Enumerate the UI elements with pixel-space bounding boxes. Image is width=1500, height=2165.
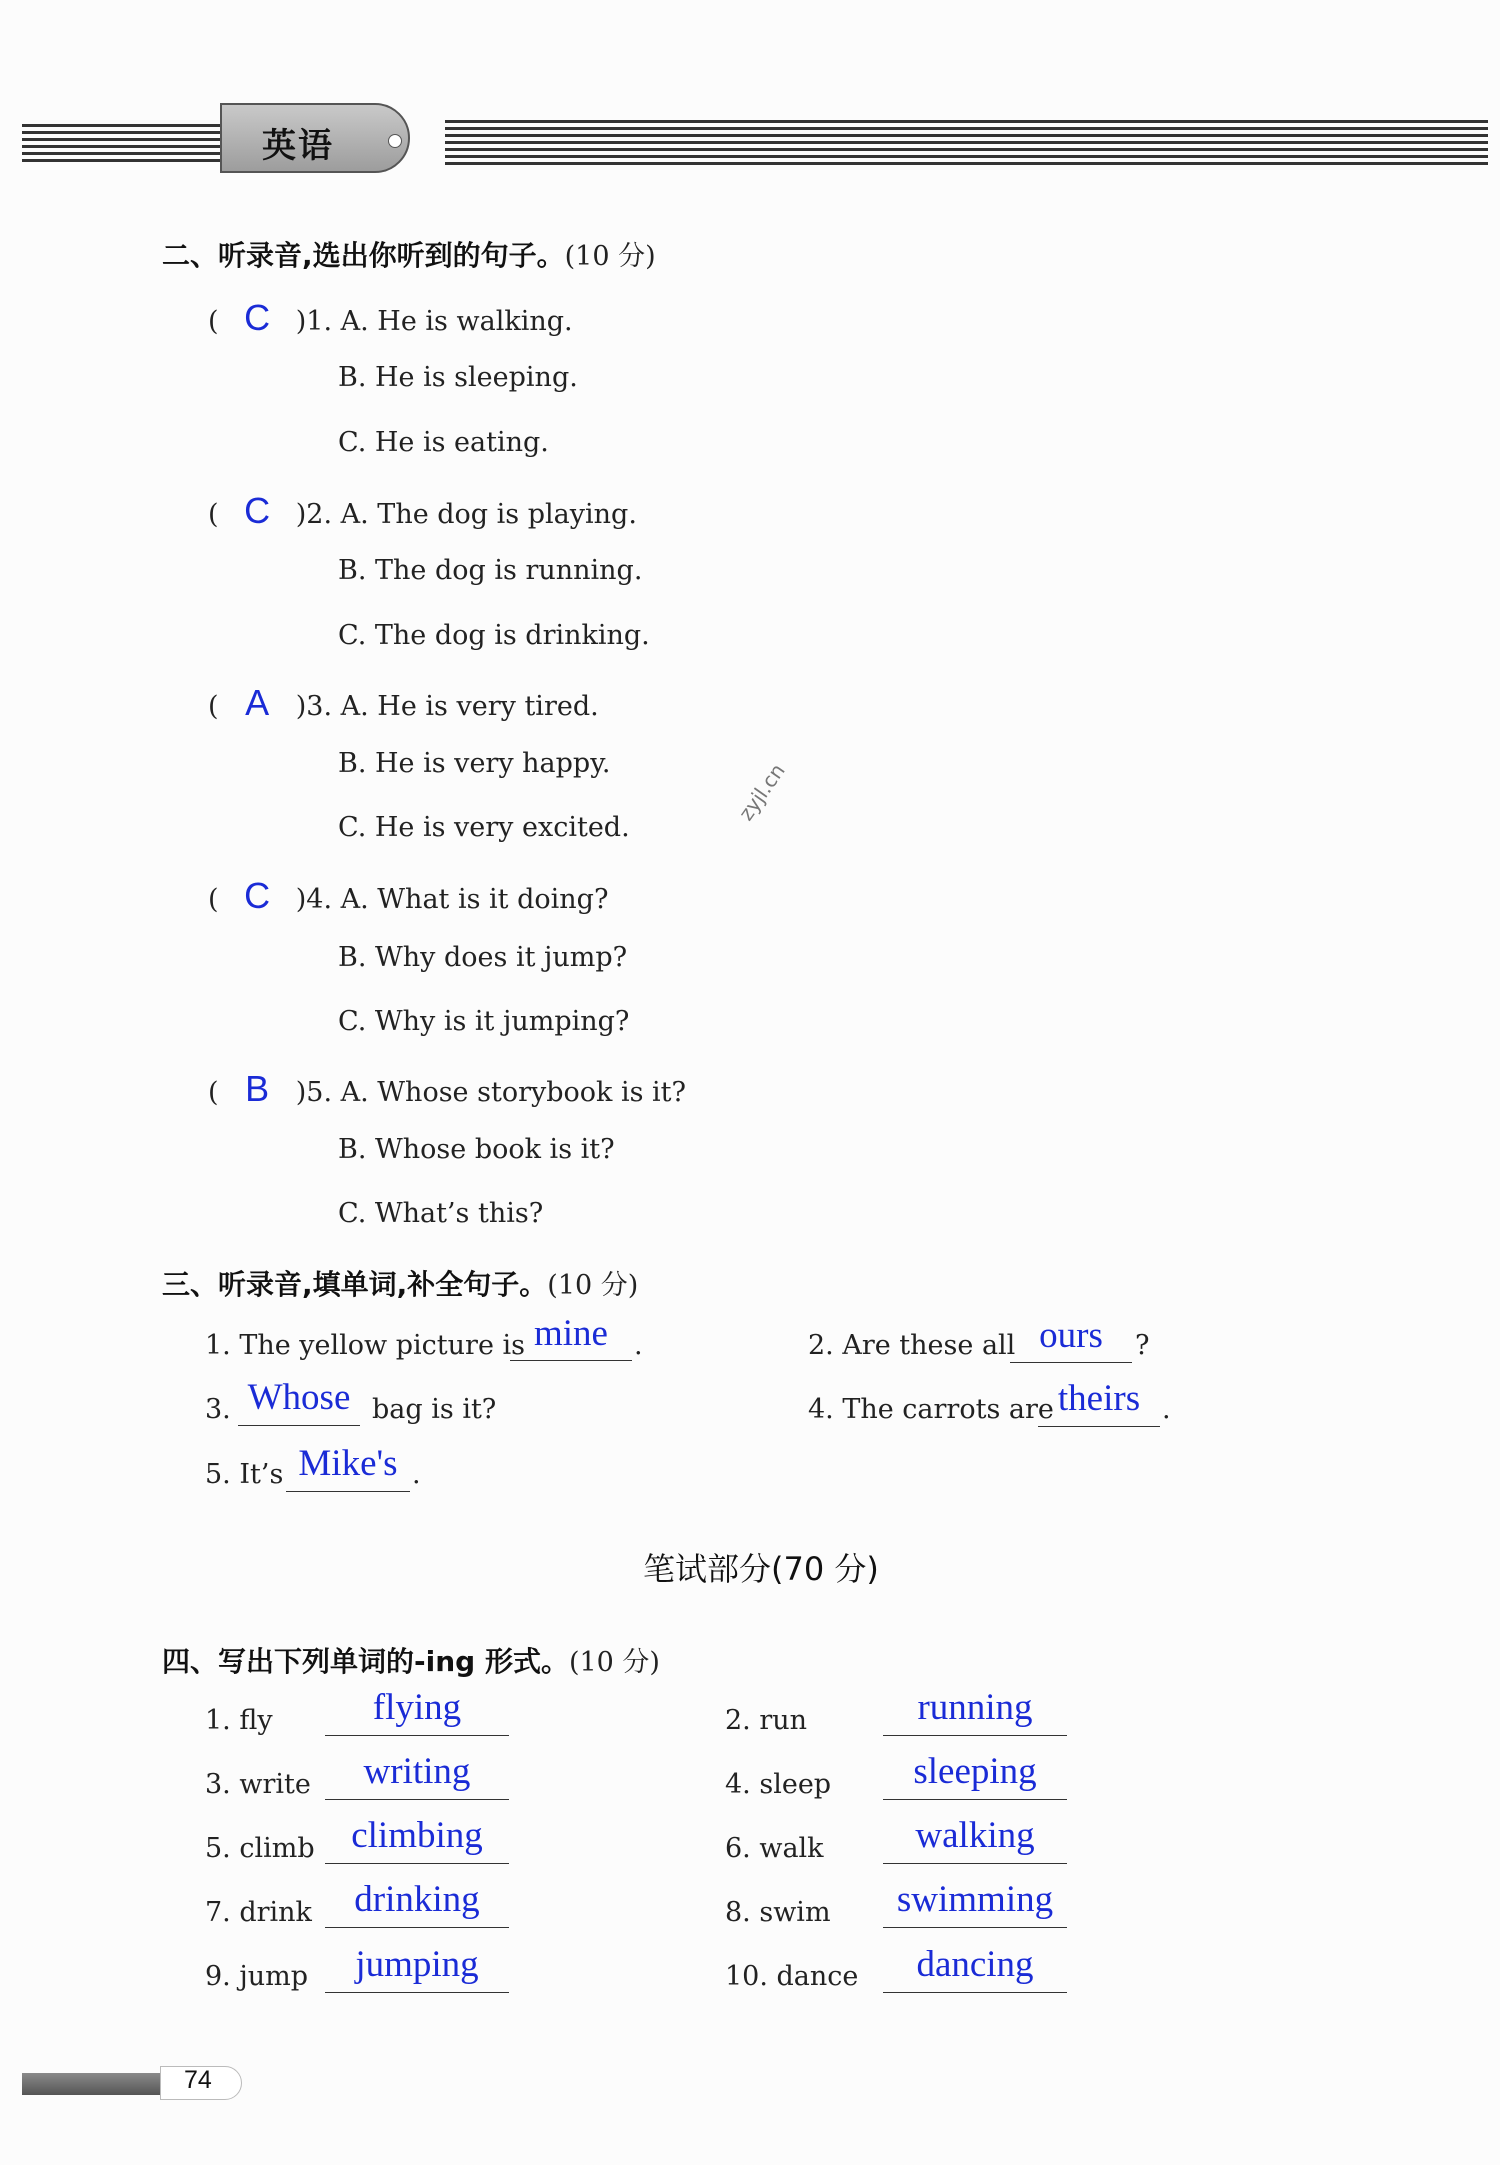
fill-answer-1: mine [534, 1313, 608, 1354]
option-c: C. The dog is drinking. [338, 620, 650, 651]
option-b: B. He is sleeping. [338, 362, 578, 393]
option-b: B. The dog is running. [338, 555, 643, 586]
word-answer: walking [915, 1815, 1035, 1856]
word-answer: running [917, 1687, 1033, 1728]
word-item: 9. jump [205, 1961, 308, 1992]
option-a: A. He is very tired. [340, 691, 599, 722]
word-item: 1. fly [205, 1705, 273, 1736]
written-section-title: 笔试部分(70 分) [643, 1550, 879, 1588]
word-answer: swimming [896, 1879, 1054, 1920]
option-c: C. Why is it jumping? [338, 1006, 630, 1037]
word-item: 5. climb [205, 1833, 315, 1864]
question-5: ( B )5. A. Whose storybook is it? [208, 1068, 687, 1109]
fill-item-3: 3. [205, 1394, 231, 1425]
option-c: C. What’s this? [338, 1198, 544, 1229]
word-item: 10. dance [725, 1961, 859, 1992]
fill-end-4: . [1162, 1394, 1171, 1425]
header-rule-left [22, 124, 227, 164]
fill-answer-4: theirs [1057, 1378, 1141, 1419]
word-answer: flying [372, 1687, 462, 1728]
question-2: ( C )2. A. The dog is playing. [208, 490, 637, 531]
option-c: C. He is eating. [338, 427, 549, 458]
answer-mark: C [244, 875, 271, 916]
option-c: C. He is very excited. [338, 812, 630, 843]
header-rule-right [445, 120, 1488, 160]
option-b: B. Why does it jump? [338, 942, 628, 973]
fill-end-1: . [634, 1330, 643, 1361]
word-answer: jumping [355, 1944, 479, 1985]
option-a: A. Whose storybook is it? [340, 1077, 687, 1108]
word-item: 7. drink [205, 1897, 312, 1928]
section3-score: (10 分) [547, 1270, 639, 1301]
option-b: B. He is very happy. [338, 748, 611, 779]
word-item: 4. sleep [725, 1769, 832, 1800]
section4-title: 四、写出下列单词的-ing 形式。(10 分) [162, 1645, 660, 1678]
option-a: A. He is walking. [340, 306, 573, 337]
answer-mark: A [245, 682, 270, 723]
word-answer: dancing [916, 1944, 1034, 1985]
fill-end-2: ? [1135, 1330, 1150, 1361]
fill-answer-3: Whose [247, 1377, 351, 1418]
word-item: 2. run [725, 1705, 808, 1736]
word-item: 8. swim [725, 1897, 831, 1928]
word-answer: drinking [354, 1879, 480, 1920]
section2-title: 二、听录音,选出你听到的句子。(10 分) [162, 239, 656, 272]
option-b: B. Whose book is it? [338, 1134, 615, 1165]
word-answer: writing [363, 1751, 471, 1792]
watermark: zyjl.cn [733, 759, 790, 825]
fill-item-5: 5. It’s [205, 1459, 284, 1490]
word-item: 6. walk [725, 1833, 824, 1864]
word-answer: climbing [351, 1815, 483, 1856]
section3-title: 三、听录音,填单词,补全句子。(10 分) [162, 1268, 639, 1301]
fill-end-5: . [412, 1459, 421, 1490]
tab-dot-icon [388, 134, 402, 148]
word-answer: sleeping [913, 1751, 1037, 1792]
option-a: A. The dog is playing. [340, 499, 637, 530]
question-1: ( C )1. A. He is walking. [208, 297, 573, 338]
answer-mark: B [245, 1068, 270, 1109]
fill-end-3: bag is it? [372, 1394, 497, 1425]
question-3: ( A )3. A. He is very tired. [208, 682, 599, 723]
footer-bar [22, 2073, 162, 2095]
option-a: A. What is it doing? [340, 884, 609, 915]
section4-score: (10 分) [568, 1647, 660, 1678]
subject-label: 英语 [262, 126, 334, 166]
fill-item-4: 4. The carrots are [808, 1394, 1054, 1425]
word-item: 3. write [205, 1769, 311, 1800]
answer-mark: C [244, 490, 271, 531]
page-number: 74 [184, 2066, 212, 2094]
answer-mark: C [244, 297, 271, 338]
fill-answer-2: ours [1039, 1315, 1103, 1356]
fill-item-2: 2. Are these all [808, 1330, 1016, 1361]
fill-answer-5: Mike's [298, 1443, 398, 1484]
question-4: ( C )4. A. What is it doing? [208, 875, 609, 916]
fill-item-1: 1. The yellow picture is [205, 1330, 525, 1361]
section2-score: (10 分) [564, 241, 656, 272]
